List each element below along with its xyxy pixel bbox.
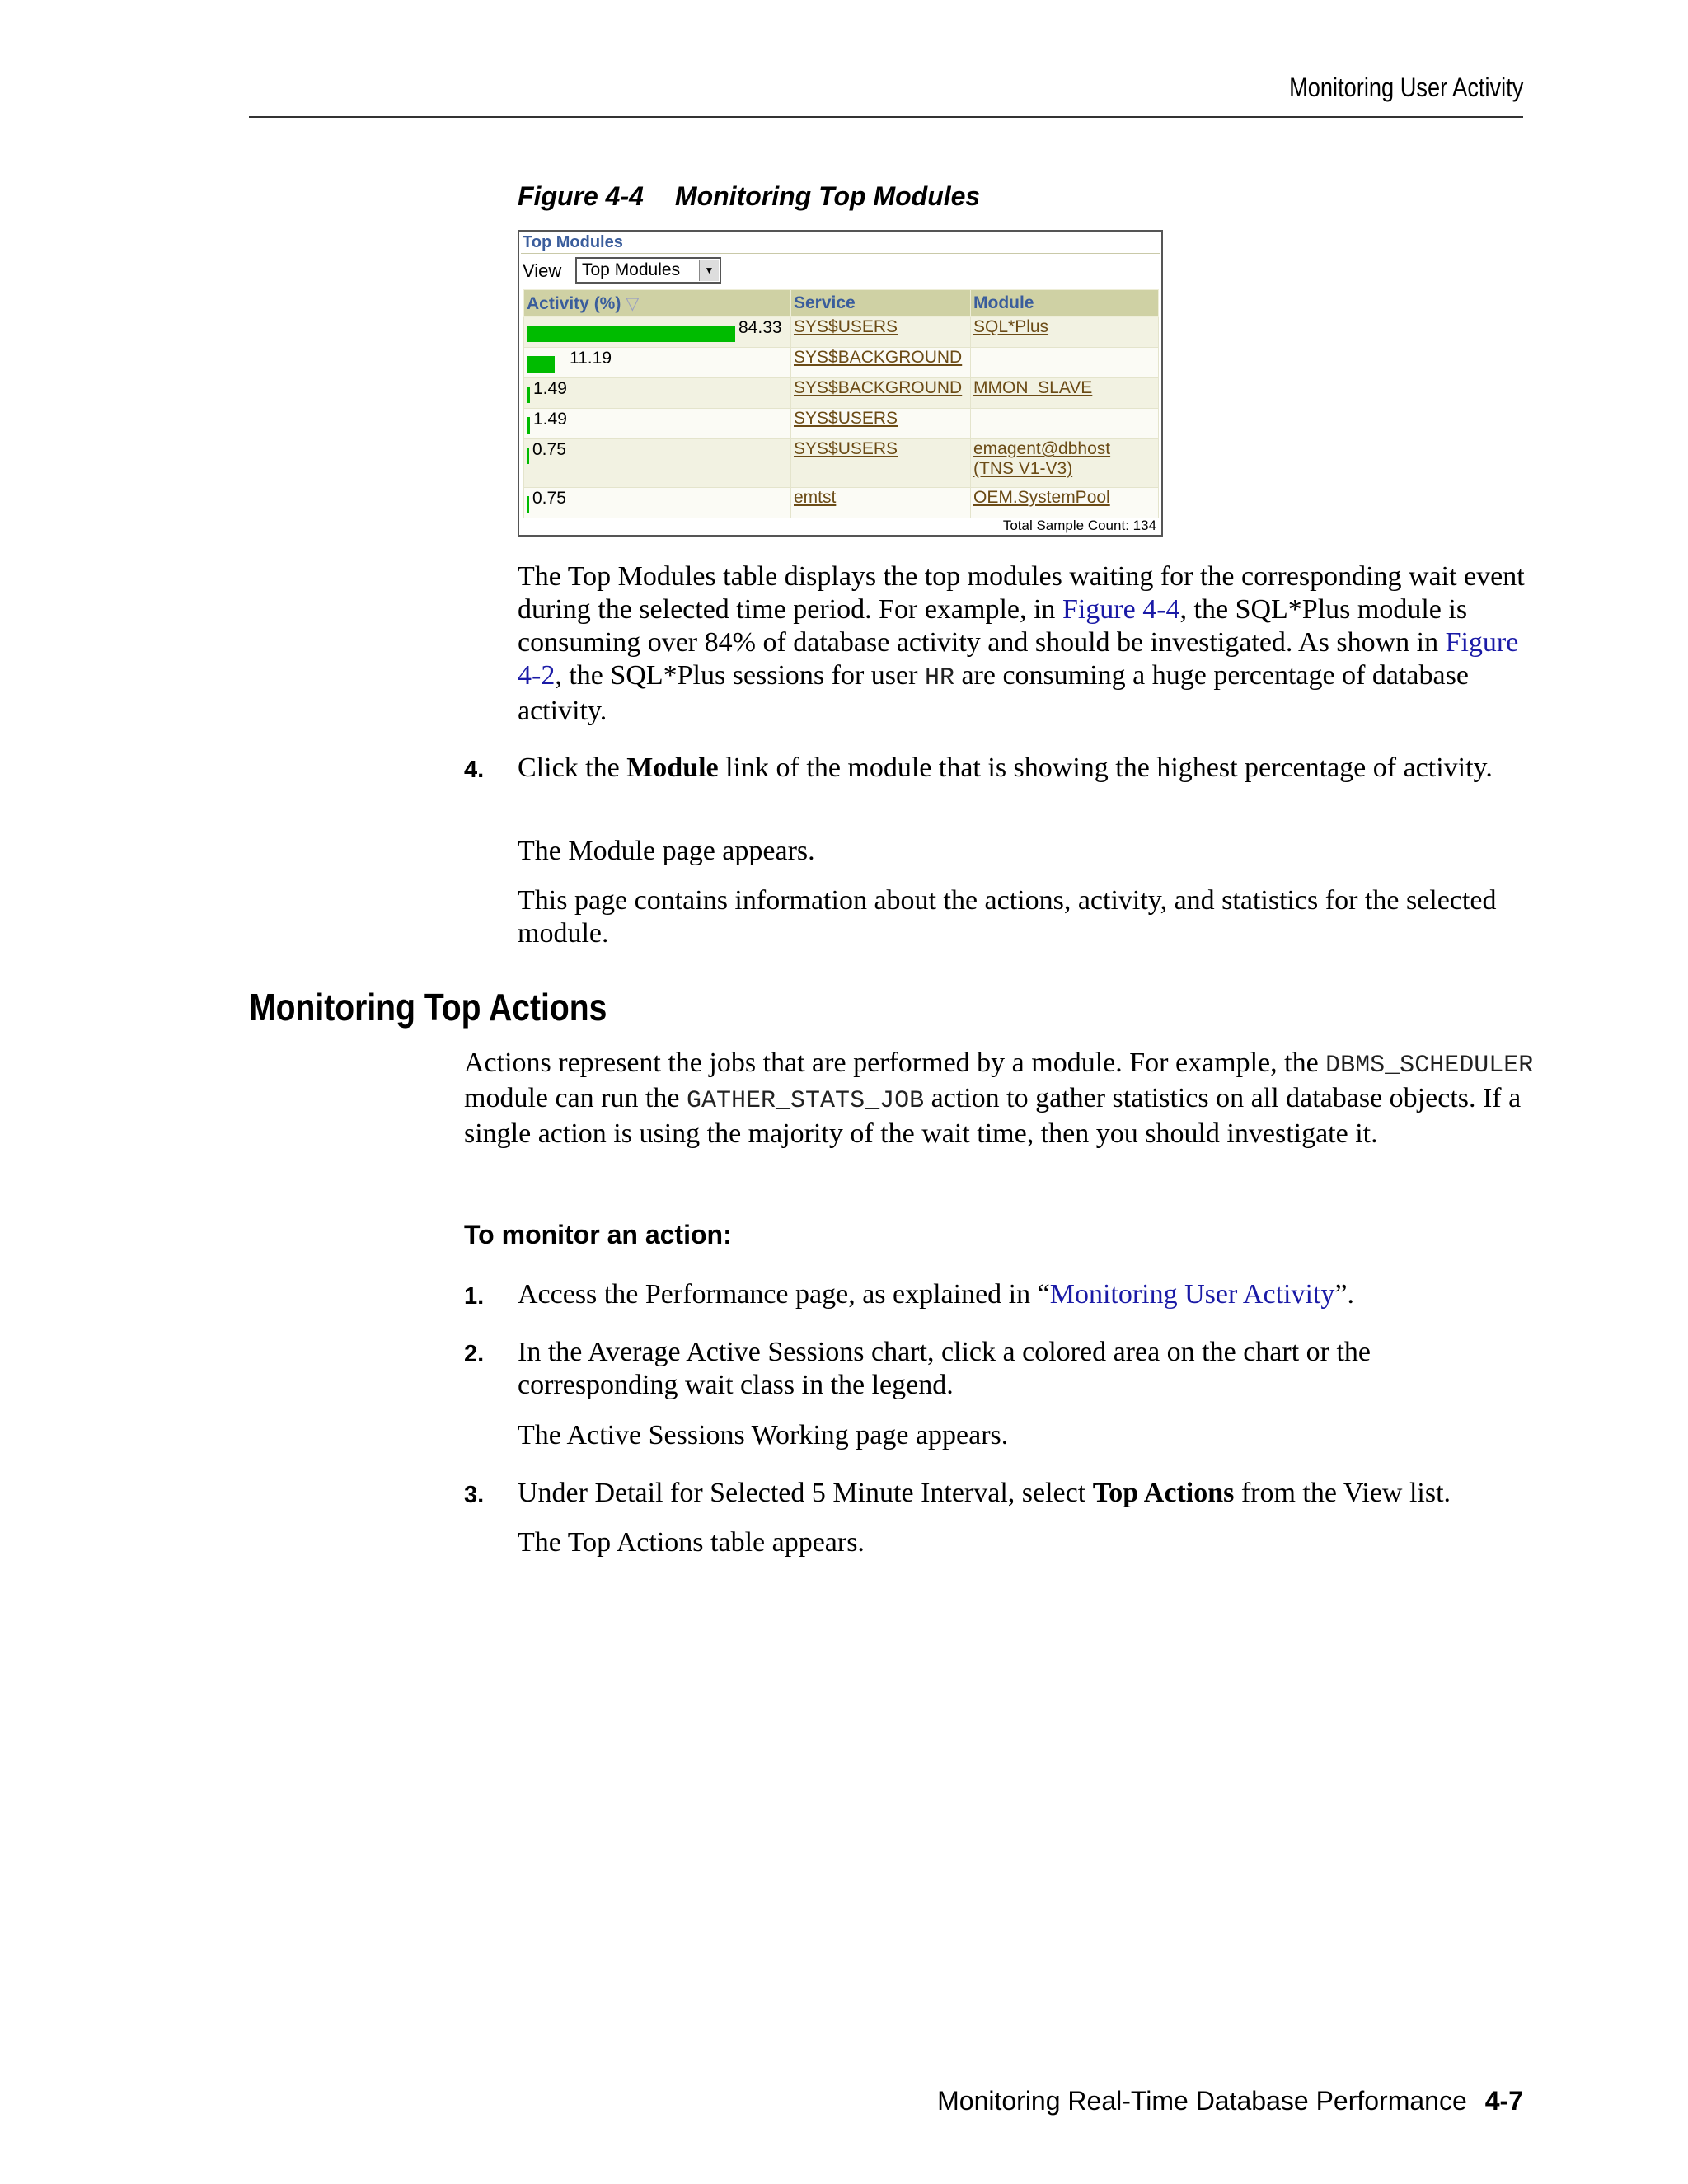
activity-cell [524,409,791,439]
service-column-header[interactable]: Service [791,290,971,317]
activity-percent: 11.19 [570,349,612,368]
table-row [524,488,1159,518]
running-header: Monitoring User Activity [1288,73,1523,102]
table-header-row [524,290,1159,317]
table-row [524,409,1159,439]
table-row [524,378,1159,409]
service-cell [791,409,971,439]
top-actions-term: Top Actions [1092,1478,1235,1508]
table-row [524,317,1159,348]
module-link[interactable]: SQL*Plus [973,317,1049,336]
service-cell [791,317,971,348]
service-cell [791,488,971,518]
module-term: Module [626,752,719,783]
module-cell [971,488,1159,518]
step-3-number: 3. [464,1482,485,1508]
view-select[interactable] [575,257,721,284]
page-number: 4-7 [1484,2086,1523,2116]
panel-title: Top Modules [523,233,623,251]
actions-intro: Actions represent the jobs that are performed by a module. For example, the DBMS_SCHEDULER module can run the GATHER_STATS_JOB action to gather statistics on all database objects. If a single action is using the majority of the wait time, then you should investigate it. [464,1047,1534,1149]
activity-bar [527,448,529,464]
activity-bar [527,356,555,373]
activity-bar [527,417,530,434]
monitoring-user-activity-link[interactable]: Monitoring User Activity [1049,1279,1335,1310]
figure-title: Monitoring Top Modules [674,181,981,211]
activity-cell [524,317,791,348]
total-sample-count: Total Sample Count: 134 [1002,518,1156,533]
step-3-text: Under Detail for Selected 5 Minute Interval, select Top Actions from the View list. [518,1478,1451,1508]
module-link[interactable]: MMON_SLAVE [973,378,1093,397]
activity-percent: 1.49 [533,379,567,398]
service-cell [791,439,971,488]
module-cell [971,317,1159,348]
activity-percent: 84.33 [738,318,782,337]
step-1-number: 1. [464,1283,485,1310]
code-dbms-scheduler: DBMS_SCHEDULER [1325,1052,1534,1080]
service-link[interactable]: emtst [794,488,837,507]
module-link[interactable]: OEM.SystemPool [973,488,1110,507]
view-select-value: Top Modules [582,260,681,279]
activity-cell [524,439,791,488]
activity-cell [524,378,791,409]
step-1-text: Access the Performance page, as explained in “Monitoring User Activity”. [518,1279,1354,1310]
activity-percent: 0.75 [532,489,566,508]
step-4-number: 4. [464,757,485,783]
step-2-number: 2. [464,1341,485,1367]
top-modules-table [523,289,1159,518]
section-heading: Monitoring Top Actions [249,986,607,1029]
service-link[interactable]: SYS$USERS [794,409,898,428]
page-footer [937,2086,1523,2116]
top-modules-description: The Top Modules table displays the top modules waiting for the corresponding wait event during the selected time period. For example, in Figure 4-4, the SQL*Plus module is consuming over 84% of database activity and should be investigated. As shown in Figure 4-2, the SQL*Plus sessions for user HR are consuming a huge percentage of database activity. [518,561,1525,726]
step-4-result: The Module page appears. [518,836,815,866]
header-rule [249,116,1523,118]
panel-title-rule [521,253,1160,254]
step-2-result: The Active Sessions Working page appears. [518,1420,1009,1451]
module-cell [971,378,1159,409]
step-3-result: The Top Actions table appears. [518,1527,865,1558]
chevron-down-icon[interactable]: ▼ [699,260,719,281]
code-hr: HR [924,664,954,692]
module-cell [971,409,1159,439]
step-2-text: In the Average Active Sessions chart, click a colored area on the chart or the corresponding wait class in the legend. [518,1337,1372,1400]
activity-bar [527,326,735,342]
step-4-text: Click the Module link of the module that is showing the highest percentage of activity. [518,752,1493,783]
service-link[interactable]: SYS$USERS [794,439,898,458]
table-row [524,348,1159,378]
activity-percent: 1.49 [533,410,567,429]
module-column-header[interactable]: Module [971,290,1159,317]
activity-percent: 0.75 [532,440,566,459]
figure-4-4-link[interactable]: Figure 4-4 [1062,594,1180,625]
table-row [524,439,1159,488]
code-gather-stats-job: GATHER_STATS_JOB [687,1087,925,1115]
footer-title: Monitoring Real-Time Database Performance [937,2086,1467,2116]
activity-column-header[interactable]: Activity (%) ▽ [524,290,791,317]
activity-cell [524,488,791,518]
figure-label: Figure 4-4 [518,181,644,211]
service-cell [791,348,971,378]
procedure-heading: To monitor an action: [464,1220,732,1249]
sort-descending-icon[interactable]: ▽ [626,293,640,313]
figure-4-2-link[interactable]: Figure 4-2 [518,627,1519,691]
service-link[interactable]: SYS$USERS [794,317,898,336]
view-label: View [523,260,562,281]
activity-bar [527,496,529,513]
activity-cell [524,348,791,378]
module-cell [971,348,1159,378]
service-link[interactable]: SYS$BACKGROUND [794,378,963,397]
module-link[interactable]: emagent@dbhost (TNS V1-V3) [973,439,1111,478]
top-modules-screenshot [518,230,1163,537]
figure-caption [518,181,980,212]
module-cell [971,439,1159,488]
service-cell [791,378,971,409]
activity-bar [527,387,530,403]
step-4-detail: This page contains information about the actions, activity, and statistics for the selected module. [518,885,1497,949]
service-link[interactable]: SYS$BACKGROUND [794,348,963,367]
